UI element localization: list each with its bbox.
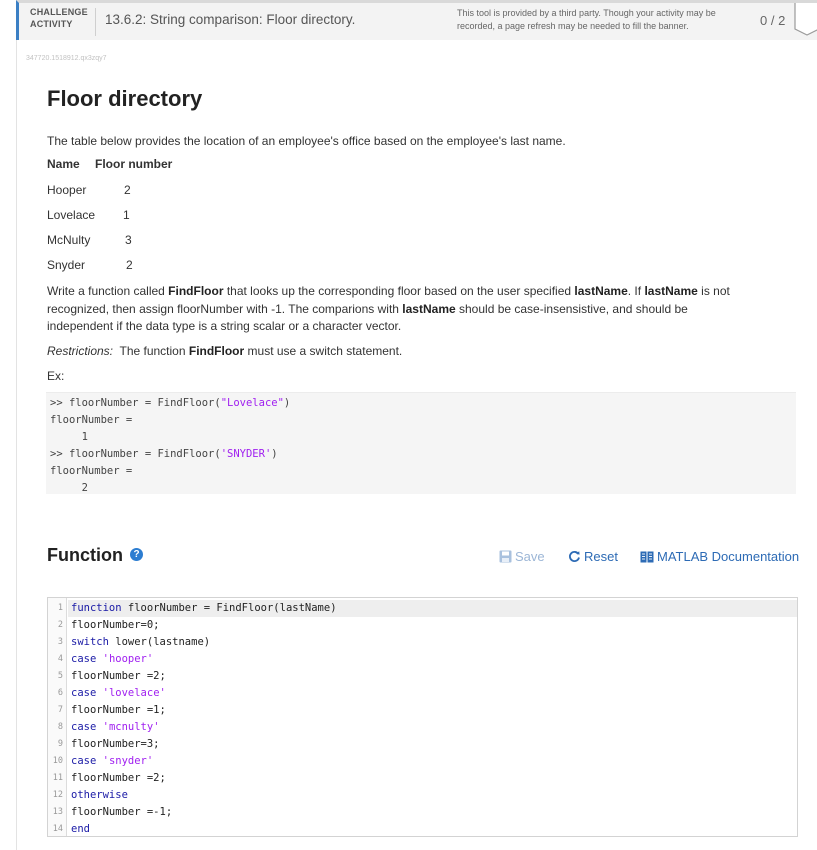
code-editor[interactable] — [47, 597, 798, 837]
code-text — [71, 821, 90, 838]
activity-id: 347720.1518912.qx3zqy7 — [26, 55, 107, 62]
code-line[interactable] — [48, 753, 797, 770]
table-cell-name: McNulty — [47, 233, 91, 247]
statement-text: Write a function called — [47, 284, 169, 298]
example-line: 2 — [50, 482, 88, 494]
code-text — [71, 685, 166, 702]
code-line[interactable] — [48, 804, 797, 821]
example-line: floorNumber = — [50, 465, 133, 477]
param-name-bold: lastName — [644, 284, 698, 298]
problem-statement — [47, 283, 757, 336]
code-line[interactable] — [48, 736, 797, 753]
line-number: 9 — [57, 739, 63, 749]
line-number: 4 — [57, 654, 63, 664]
line-number: 10 — [52, 756, 63, 766]
code-keyword: otherwise — [71, 789, 128, 801]
line-number: 3 — [57, 637, 63, 647]
code-keyword: case — [71, 653, 97, 665]
code-plain: floorNumber =1; — [71, 704, 166, 716]
code-line[interactable] — [48, 651, 797, 668]
save-button[interactable] — [499, 549, 545, 564]
table-cell-floor: 3 — [125, 233, 132, 247]
tag-line-2: ACTIVITY — [30, 19, 73, 29]
score-indicator: 0 / 2 — [760, 13, 786, 28]
activity-title: 13.6.2: String comparison: Floor directory. — [105, 12, 356, 27]
line-number: 11 — [52, 773, 63, 783]
example-output — [46, 392, 796, 494]
code-line[interactable] — [48, 702, 797, 719]
header-divider — [95, 8, 96, 36]
statement-text: that looks up the corresponding floor based on the user specified — [223, 284, 575, 298]
documentation-label: MATLAB Documentation — [657, 549, 800, 564]
code-plain: floorNumber = FindFloor(lastName) — [121, 602, 337, 614]
line-number: 1 — [57, 603, 63, 613]
example-line: 1 — [50, 431, 88, 443]
code-string: 'mcnulty' — [96, 721, 160, 733]
line-number: 14 — [52, 824, 63, 834]
code-text — [71, 736, 160, 753]
line-number: 8 — [57, 722, 63, 732]
code-keyword: function — [71, 602, 122, 614]
restrictions-body: The function — [113, 344, 189, 358]
code-text — [71, 702, 166, 719]
code-keyword: end — [71, 823, 90, 835]
example-line: floorNumber = — [50, 414, 133, 426]
book-icon — [640, 551, 654, 563]
reset-label: Reset — [584, 549, 618, 564]
code-string: 'hooper' — [96, 653, 154, 665]
restrictions-text — [47, 343, 767, 361]
statement-text: . If — [627, 284, 645, 298]
code-string: 'snyder' — [96, 755, 154, 767]
code-string: 'lovelace' — [96, 687, 166, 699]
tag-line-1: CHALLENGE — [30, 7, 88, 17]
code-keyword: case — [71, 755, 97, 767]
third-party-notice: This tool is provided by a third party. Though your activity may be recorded, a page refresh may be needed to fill the banner. — [457, 8, 716, 31]
restrictions-label: Restrictions: — [47, 344, 114, 358]
code-line[interactable] — [48, 617, 797, 634]
code-text — [71, 719, 160, 736]
challenge-activity-tag — [30, 6, 90, 30]
table-cell-floor: 2 — [126, 258, 133, 272]
function-name-bold: FindFloor — [168, 284, 224, 298]
code-line[interactable] — [48, 719, 797, 736]
code-text — [71, 651, 153, 668]
reset-icon — [568, 550, 581, 563]
example-line: >> floorNumber = FindFloor("Lovelace") — [50, 397, 291, 409]
code-plain: lower(lastname) — [108, 636, 211, 648]
code-text — [71, 617, 160, 634]
line-number: 2 — [57, 620, 63, 630]
code-line[interactable] — [48, 634, 797, 651]
function-section-title: Function — [47, 545, 123, 565]
line-number: 5 — [57, 671, 63, 681]
line-number: 7 — [57, 705, 63, 715]
param-name-bold: lastName — [402, 301, 456, 316]
line-number: 12 — [52, 790, 63, 800]
code-plain: floorNumber=0; — [71, 619, 160, 631]
code-text — [71, 804, 172, 821]
line-number: 13 — [52, 807, 63, 817]
code-line[interactable] — [48, 770, 797, 787]
example-label: Ex: — [47, 369, 65, 383]
code-text — [71, 634, 210, 651]
description-text: The table below provides the location of an employee's office based on the employee's last name. — [47, 134, 566, 148]
code-line[interactable] — [48, 787, 797, 804]
page-title: Floor directory — [47, 86, 203, 111]
code-text — [71, 787, 128, 804]
code-text — [71, 753, 153, 770]
reset-button[interactable] — [568, 549, 618, 564]
table-cell-floor: 2 — [124, 183, 131, 197]
table-header-name: Name — [47, 157, 80, 171]
statement-text: should be case-insensistive, and should be independent if the data type is a string scalar or a character vector. — [47, 301, 688, 333]
code-text — [71, 770, 166, 787]
matlab-documentation-link[interactable] — [640, 549, 799, 564]
table-cell-name: Lovelace — [47, 208, 96, 222]
save-icon — [499, 550, 512, 563]
code-line[interactable] — [48, 600, 797, 617]
code-line[interactable] — [48, 821, 797, 838]
restrictions-body: must use a switch statement. — [244, 344, 403, 358]
help-icon[interactable]: ? — [130, 548, 143, 561]
table-cell-name: Hooper — [47, 183, 87, 197]
code-lines[interactable] — [48, 600, 797, 838]
code-keyword: case — [71, 721, 97, 733]
code-plain: floorNumber=3; — [71, 738, 160, 750]
param-name-bold: lastName — [574, 284, 628, 298]
code-keyword: switch — [71, 636, 109, 648]
code-plain: floorNumber =-1; — [71, 806, 173, 818]
table-header-floor: Floor number — [95, 157, 173, 171]
example-line: >> floorNumber = FindFloor('SNYDER') — [50, 448, 278, 460]
code-plain: floorNumber =2; — [71, 670, 166, 682]
code-line[interactable] — [48, 668, 797, 685]
line-number: 6 — [57, 688, 63, 698]
completion-badge-icon — [794, 3, 817, 36]
activity-header — [16, 0, 817, 40]
function-name-bold: FindFloor — [188, 344, 245, 358]
code-text — [71, 600, 337, 617]
save-label: Save — [515, 549, 545, 564]
code-keyword: case — [71, 687, 97, 699]
code-line[interactable] — [48, 685, 797, 702]
code-plain: floorNumber =2; — [71, 772, 166, 784]
statement-text: is not recognized, then assign floorNumber with -1. The comparions with — [47, 284, 730, 316]
table-cell-name: Snyder — [47, 258, 86, 272]
table-cell-floor: 1 — [123, 208, 130, 222]
code-text — [71, 668, 166, 685]
